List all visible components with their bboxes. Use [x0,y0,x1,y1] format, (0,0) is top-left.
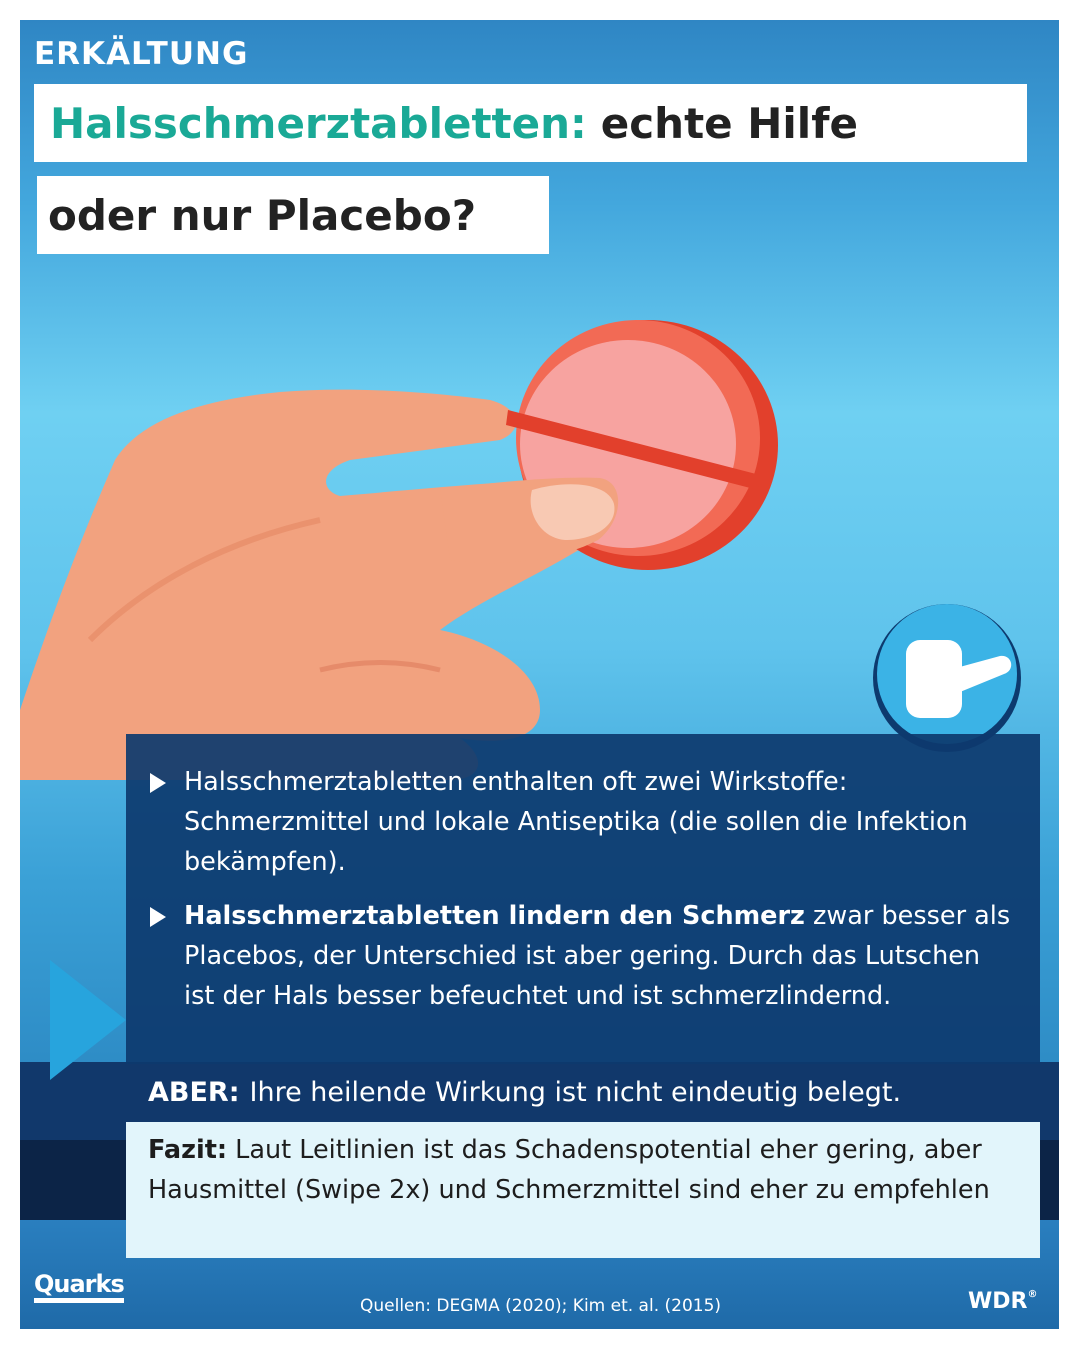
infographic-frame [20,20,1059,1329]
title-line-1 [34,84,1027,162]
bullet-emphasis: Halsschmerztabletten lindern den Schmerz [184,901,805,931]
fazit-label: Fazit: [148,1135,228,1165]
verdict-badge [873,604,1021,752]
sources-line: Quellen: DEGMA (2020); Kim et. al. (2015) [360,1296,722,1316]
title-rest: echte Hilfe [600,98,858,148]
aber-text: Ihre heilende Wirkung ist nicht eindeutig belegt. [249,1076,902,1108]
bullet-item [148,896,1016,1016]
bullet-text: Halsschmerztabletten lindern den Schmerz zwar besser als Placebos, der Unterschied ist aber gering. Durch das Lutschen ist der Hals besser befeuchtet und ist schmerzlindernd. [184,901,1011,1011]
aber-note [126,1064,1040,1120]
facts-box [126,734,1040,1064]
category-kicker: ERKÄLTUNG [34,36,249,72]
title-line-2-text: oder nur Placebo? [48,190,477,240]
bullet-triangle-icon [148,896,184,936]
bullet-item [148,762,1016,882]
arrow-right-icon [50,960,126,1080]
fazit-text: Laut Leitlinien ist das Schadenspotential eher gering, aber Hausmittel (Swipe 2x) und Schmerzmittel sind eher zu empfehlen [148,1135,990,1205]
bullet-triangle-icon [148,762,184,802]
wdr-logo: WDR® [968,1289,1038,1314]
title-accent: Halsschmerztabletten: [50,98,587,148]
quarks-logo: Quarks [34,1272,124,1303]
title-line-2 [37,176,549,254]
fazit-box [126,1122,1040,1258]
aber-label: ABER: [148,1076,240,1108]
bullet-text: Halsschmerztabletten enthalten oft zwei Wirkstoffe: Schmerzmittel und lokale Antiseptika (die sollen die Infektion bekämpfen). [184,767,968,877]
